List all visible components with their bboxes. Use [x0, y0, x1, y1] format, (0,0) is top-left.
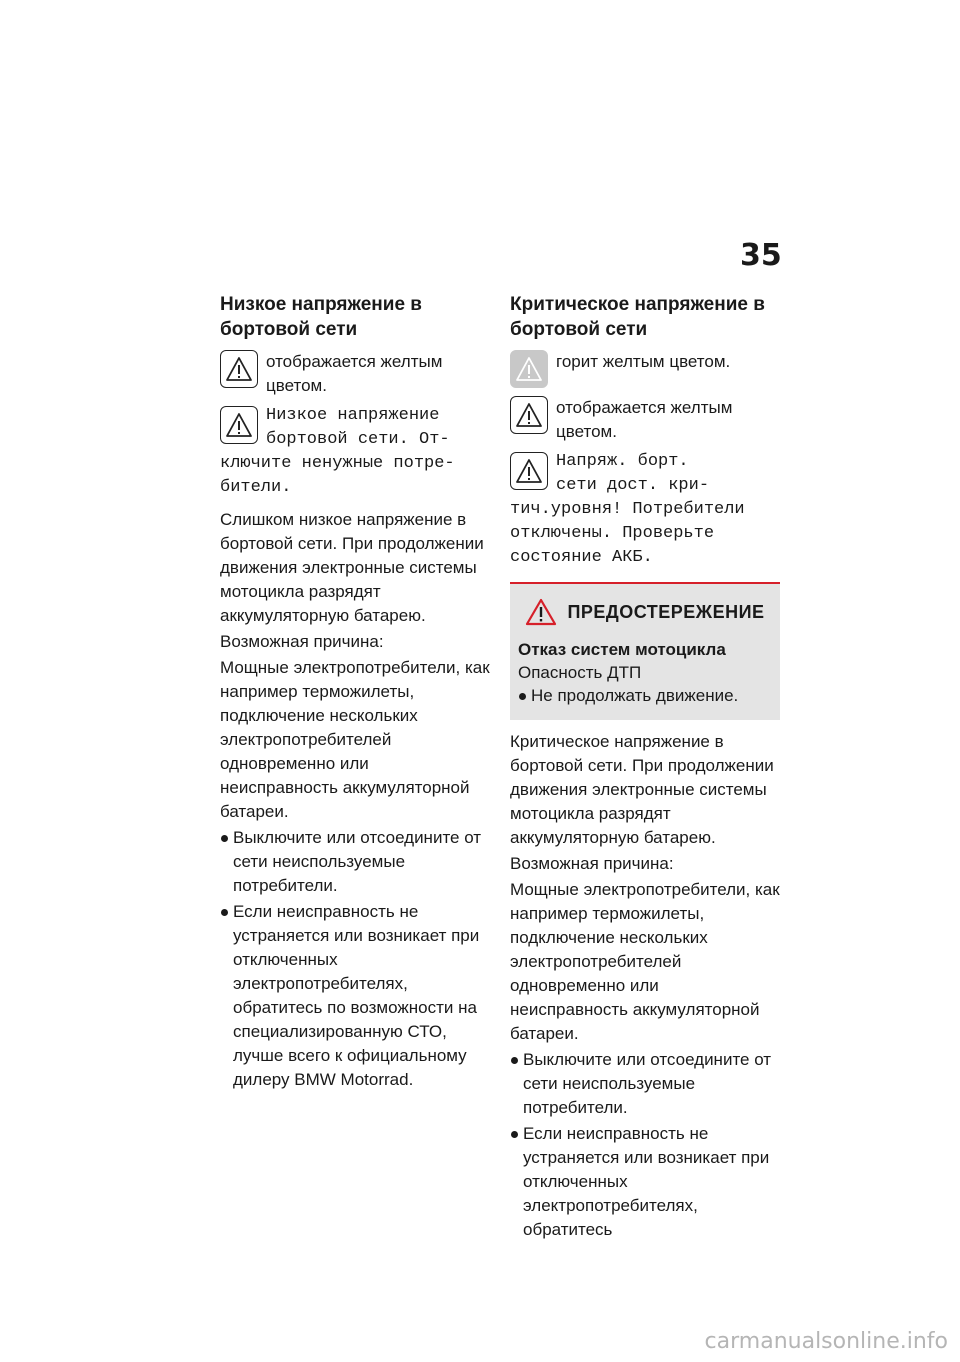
section-heading-low-voltage: Низкое напряжение в бортовой сети — [220, 294, 422, 340]
cause-label: Возможная причина: — [220, 632, 384, 651]
list-item: Если неисправность не устраняется или возникает при отключенных электропотребителях, обратитесь — [510, 1122, 780, 1242]
display-message-line: ключите ненужные потре- — [220, 454, 455, 473]
warning-triangle-filled-icon — [510, 350, 548, 388]
list-item: Выключите или отсоедините от сети неиспользуемые потребители. — [510, 1048, 780, 1120]
right-column — [510, 292, 780, 1244]
warning-text: Опасность ДТП — [518, 663, 642, 682]
display-message-lines — [266, 404, 450, 452]
symbol-row — [510, 348, 780, 388]
display-message-line: отключены. Проверьте — [510, 524, 715, 543]
warning-triangle-icon — [220, 350, 258, 388]
display-message-line: состояние АКБ. — [510, 548, 653, 567]
symbol-description: отображается желтым цветом. — [266, 352, 443, 395]
warning-title: ПРЕДОСТЕРЕЖЕНИЕ — [567, 601, 765, 622]
display-message-line: сети дост. кри- — [556, 476, 710, 495]
warning-header — [518, 598, 772, 626]
display-message — [220, 404, 490, 500]
list-item: Не продолжать движение. — [518, 684, 772, 708]
warning-box — [510, 582, 780, 720]
body-paragraph: Мощные электропотребители, как например терможилеты, подключение нескольких электропотребителей одновременно или неисправность аккумуляторной батареи. — [510, 880, 780, 1043]
warning-subtitle: Отказ систем мотоцикла — [518, 640, 726, 659]
cause-label: Возможная причина: — [510, 854, 674, 873]
symbol-row — [220, 348, 490, 398]
left-column — [220, 292, 490, 1094]
display-message-lines — [556, 450, 709, 498]
list-item: Если неисправность не устраняется или возникает при отключенных электропотребителях, обратитесь по возможности на специализированную СТО, лучше всего к официальному дилеру BMW Motorrad. — [220, 900, 490, 1092]
symbol-row — [510, 394, 780, 444]
warning-triangle-icon — [510, 396, 548, 434]
action-list — [510, 1048, 780, 1242]
display-message-line: Напряж. борт. — [556, 452, 689, 471]
display-message-line: бортовой сети. От- — [266, 430, 450, 449]
warning-triangle-icon — [510, 452, 548, 490]
list-item: Выключите или отсоедините от сети неиспользуемые потребители. — [220, 826, 490, 898]
section-heading-critical-voltage: Критическое напряжение в бортовой сети — [510, 294, 765, 340]
display-message-line: тич.уровня! Потребители — [510, 500, 745, 519]
watermark: carmanualsonline.info — [704, 1329, 948, 1354]
danger-triangle-icon — [525, 598, 557, 626]
symbol-row — [510, 450, 780, 498]
display-message — [510, 450, 780, 570]
page-number: 35 — [740, 238, 782, 273]
warning-list — [518, 684, 772, 708]
display-message-line: бители. — [220, 478, 292, 497]
body-paragraph: Слишком низкое напряжение в бортовой сети. При продолжении движения электронные системы мотоцикла разрядят аккумуляторную батарею. — [220, 510, 484, 625]
warning-triangle-icon — [220, 406, 258, 444]
display-message-line: Низкое напряжение — [266, 406, 440, 425]
symbol-row — [220, 404, 490, 452]
body-paragraph: Мощные электропотребители, как например терможилеты, подключение нескольких электропотребителей одновременно или неисправность аккумуляторной батареи. — [220, 658, 490, 821]
symbol-description: отображается желтым цветом. — [556, 398, 733, 441]
action-list — [220, 826, 490, 1092]
symbol-description: горит желтым цветом. — [556, 352, 731, 371]
body-paragraph: Критическое напряжение в бортовой сети. При продолжении движения электронные системы мотоцикла разрядят аккумуляторную батарею. — [510, 732, 774, 847]
